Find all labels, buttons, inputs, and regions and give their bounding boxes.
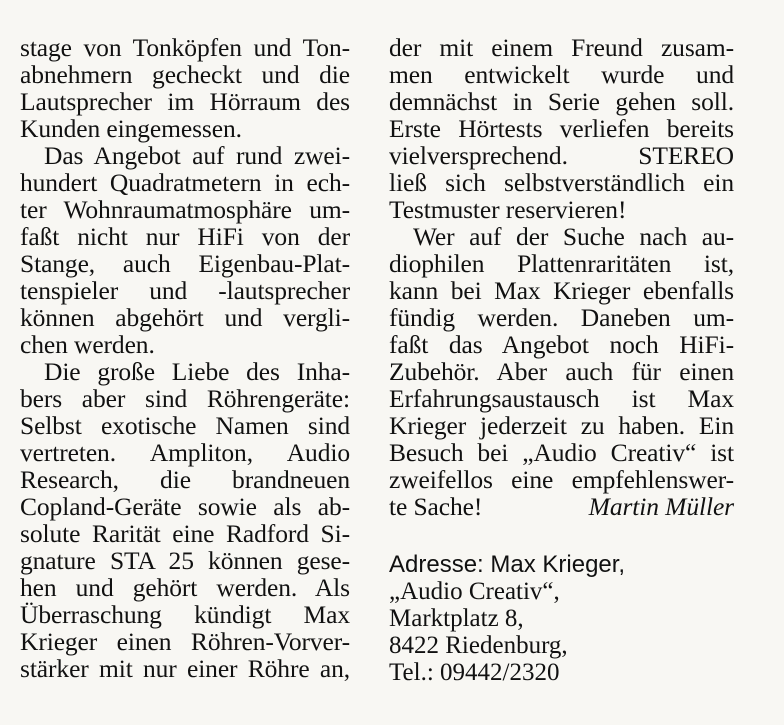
text-line: faßt nicht nur HiFi von der xyxy=(20,222,350,251)
address-line: 8422 Riedenburg, xyxy=(389,632,568,659)
text-line: Überraschung kündigt Max xyxy=(20,600,350,629)
text-line: vielversprechend. STEREO xyxy=(389,141,734,170)
right-column xyxy=(389,34,734,520)
address-line: „Audio Creativ“, xyxy=(389,578,560,605)
text-line: Kunden eingemessen. xyxy=(20,114,242,143)
address-line: Tel.: 09442/2320 xyxy=(389,659,560,686)
paragraph xyxy=(389,223,734,520)
text-line: hundert Quadratmetern in ech- xyxy=(20,168,350,197)
text-line: Selbst exotische Namen sind xyxy=(20,411,350,440)
author-signature: Martin Müller xyxy=(588,492,734,521)
text-line: demnächst in Serie gehen soll. xyxy=(389,87,734,116)
text-line: chen werden. xyxy=(20,330,155,359)
paragraph xyxy=(20,142,350,358)
text-line: kann bei Max Krieger ebenfalls xyxy=(389,276,734,305)
paragraph xyxy=(20,358,350,682)
text-line: können abgehört und vergli- xyxy=(20,303,350,332)
text-line: Stange, auch Eigenbau-Plat- xyxy=(20,249,350,278)
signature-line xyxy=(389,493,734,520)
text-line: gnature STA 25 können gese- xyxy=(20,546,350,575)
text-line: stage von Tonköpfen und Ton- xyxy=(20,33,350,62)
text-line: vertreten. Ampliton, Audio xyxy=(20,438,350,467)
text-line: Krieger jederzeit zu haben. Ein xyxy=(389,411,734,440)
text-line: fündig werden. Daneben um- xyxy=(389,303,734,332)
text-line: faßt das Angebot noch HiFi- xyxy=(389,330,734,359)
text-line: abnehmern gecheckt und die xyxy=(20,60,350,89)
text-line: bers aber sind Röhrengeräte: xyxy=(20,384,350,413)
text-line: Erste Hörtests verliefen bereits xyxy=(389,114,734,143)
text-line: Besuch bei „Audio Creativ“ ist xyxy=(389,438,734,467)
text-line: diophilen Plattenraritäten ist, xyxy=(389,249,734,278)
text-line: ter Wohnraumatmosphäre um- xyxy=(20,195,350,224)
text-line: Testmuster reservieren! xyxy=(389,195,627,224)
text-line: Das Angebot auf rund zwei- xyxy=(44,141,350,170)
text-line: Copland-Geräte sowie als ab- xyxy=(20,492,350,521)
text-line: Lautsprecher im Hörraum des xyxy=(20,87,350,116)
text-line: Zubehör. Aber auch für einen xyxy=(389,357,734,386)
text-line: tenspieler und -lautsprecher xyxy=(20,276,350,305)
address-block xyxy=(389,551,689,686)
paragraph xyxy=(389,34,734,223)
text-line: zweifellos eine empfehlenswer- xyxy=(389,465,734,494)
text-line: Die große Liebe des Inha- xyxy=(44,357,350,386)
text-line: Wer auf der Suche nach au- xyxy=(413,222,734,251)
text-line: ließ sich selbstverständlich ein xyxy=(389,168,734,197)
text-line: Krieger einen Röhren-Vorver- xyxy=(20,627,350,656)
left-column xyxy=(20,34,350,682)
text-line: te Sache! xyxy=(389,492,483,521)
text-line: stärker mit nur einer Röhre an, xyxy=(20,654,350,683)
text-line: men entwickelt wurde und xyxy=(389,60,734,89)
paragraph xyxy=(20,34,350,142)
text-line: solute Rarität eine Radford Si- xyxy=(20,519,350,548)
text-line: der mit einem Freund zusam- xyxy=(389,33,734,62)
address-line: Adresse: Max Krieger, xyxy=(389,551,626,578)
address-line: Marktplatz 8, xyxy=(389,605,524,632)
text-line: Erfahrungsaustausch ist Max xyxy=(389,384,734,413)
text-line: Research, die brandneuen xyxy=(20,465,350,494)
text-line: hen und gehört werden. Als xyxy=(20,573,350,602)
